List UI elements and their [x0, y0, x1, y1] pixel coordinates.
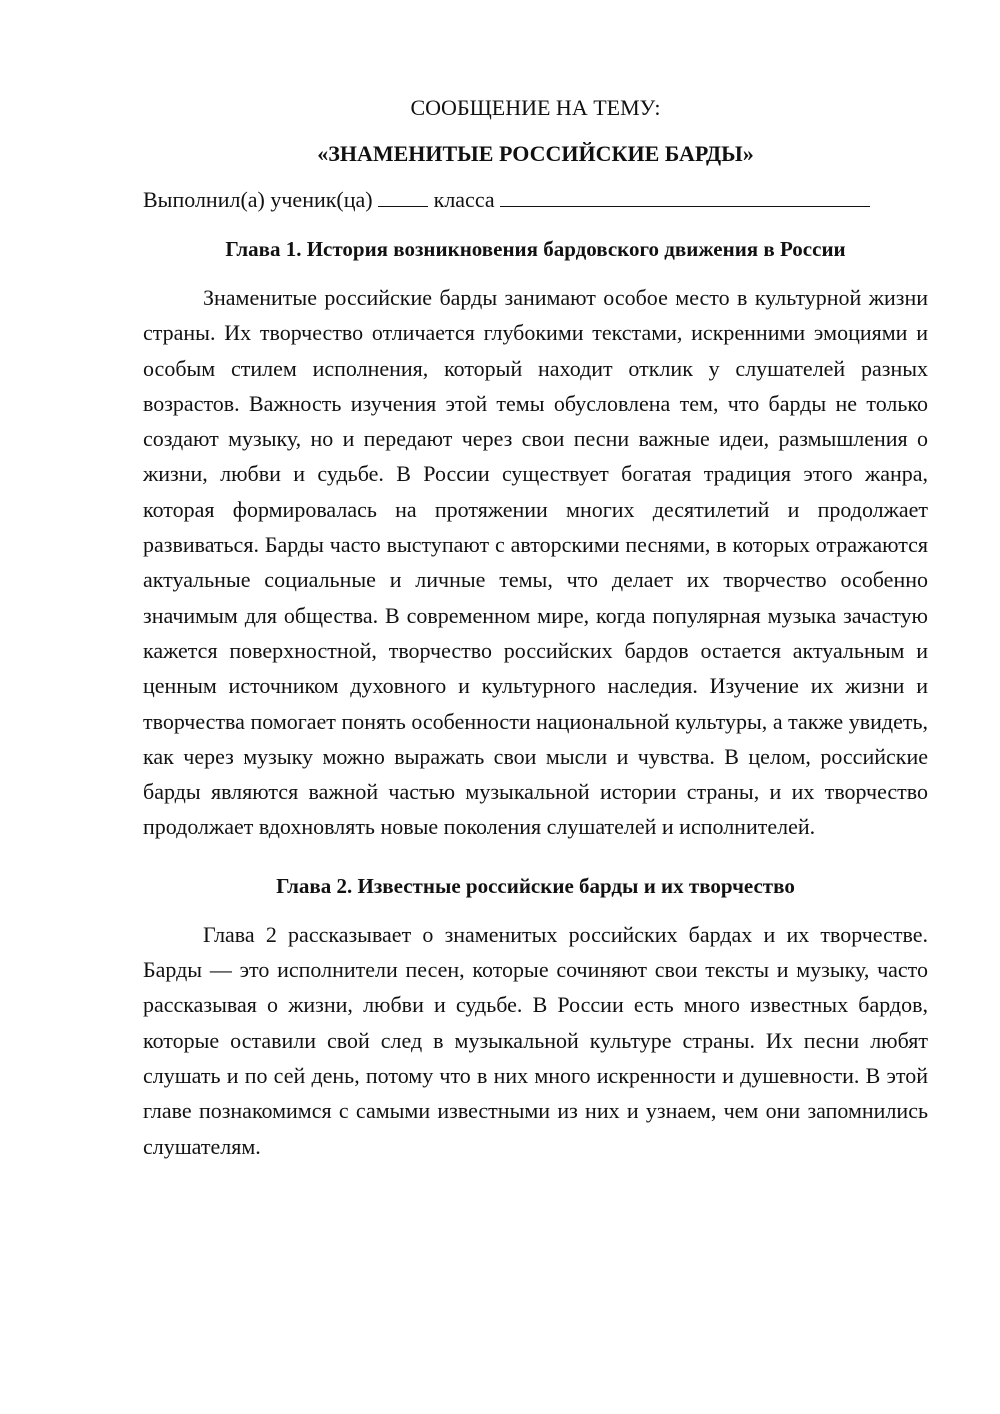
author-line: [143, 184, 928, 216]
author-name-blank: [500, 188, 870, 207]
chapter1-heading: Глава 1. История возникновения бардовского движения в России: [225, 237, 846, 261]
chapter2-heading: Глава 2. Известные российские барды и их творчество: [276, 873, 795, 898]
document-page: [143, 92, 928, 1164]
chapter1-paragraph: Знаменитые российские барды занимают особое место в культурной жизни страны. Их творчество отличается глубокими текстами, искренними эмоциями и особым стилем исполнения, который находит отклик у слушателей разных возрастов. Важность изучения этой темы обусловлена тем, что барды не только создают музыку, но и передают через свои песни важные идеи, размышления о жизни, любви и судьбе. В России существует богатая традиция этого жанра, которая формировалась на протяжении многих десятилетий и продолжает развиваться. Барды часто выступают с авторскими песнями, в которых отражаются актуальные социальные и личные темы, что делает их творчество особенно значимым для общества. В современном мире, когда популярная музыка зачастую кажется поверхностной, творчество российских бардов остается актуальным и ценным источником духовного и культурного наследия. Изучение их жизни и творчества помогает понять особенности национальной культуры, а также увидеть, как через музыку можно выражать свои мысли и чувства. В целом, российские барды являются важной частью музыкальной истории страны, и их творчество продолжает вдохновлять новые поколения слушателей и исполнителей.: [143, 285, 928, 840]
author-prefix-label: Выполнил(а) ученик(ца): [143, 187, 373, 212]
author-class-label: класса: [433, 187, 495, 212]
document-title-line2: «ЗНАМЕНИТЫЕ РОССИЙСКИЕ БАРДЫ»: [317, 141, 754, 166]
chapter2-paragraph: Глава 2 рассказывает о знаменитых российских бардах и их творчестве. Барды — это исполнители песен, которые сочиняют свои тексты и музыку, часто рассказывая о жизни, любви и судьбе. В России есть много известных бардов, которые оставили свой след в музыкальной культуре страны. Их песни любят слушать и по сей день, потому что в них много искренности и душевности. В этой главе познакомимся с самыми известными из них и узнаем, чем они запомнились слушателям.: [143, 921, 928, 1159]
class-number-blank: [378, 188, 428, 207]
document-title-line1: СООБЩЕНИЕ НА ТЕМУ:: [410, 95, 661, 120]
